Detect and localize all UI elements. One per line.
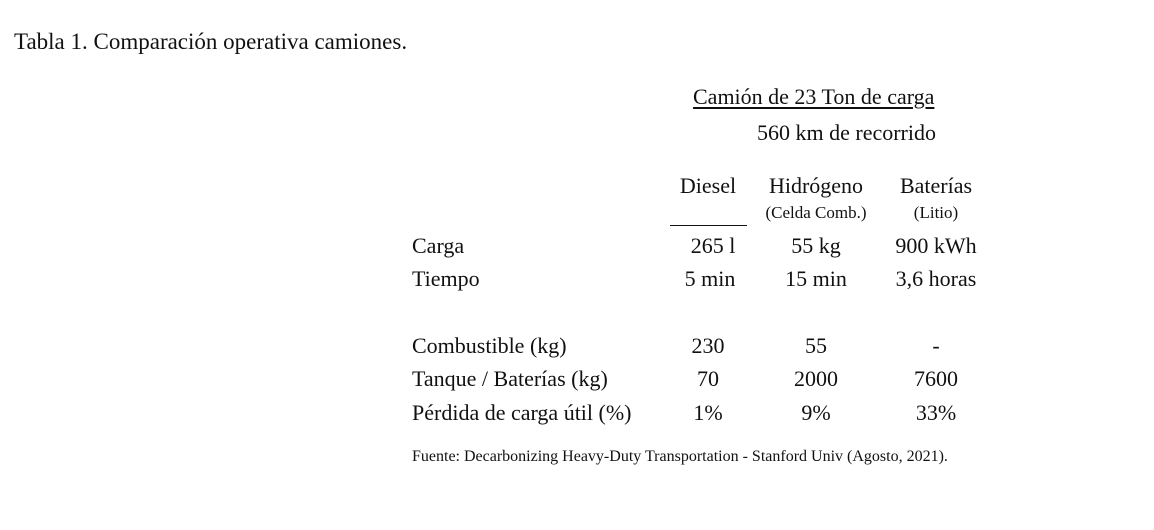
cell-carga-baterias: 900 kWh (895, 233, 977, 258)
cell-perdida-baterias: 33% (915, 400, 957, 425)
cell-tiempo-hidrogeno: 15 min (785, 266, 847, 291)
column-header-diesel: Diesel (679, 173, 737, 198)
cell-tanque-diesel: 70 (697, 366, 719, 391)
table-caption: Tabla 1. Comparación operativa camiones. (14, 29, 408, 54)
cell-perdida-hidrogeno: 9% (801, 400, 831, 425)
table-header-title: Camión de 23 Ton de carga (693, 84, 935, 109)
row-label-combustible: Combustible (kg) (412, 333, 567, 358)
cell-combustible-diesel: 230 (691, 333, 725, 358)
table-header-subtitle: 560 km de recorrido (757, 120, 936, 145)
cell-tiempo-diesel: 5 min (684, 266, 736, 291)
cell-carga-diesel: 265 l (690, 233, 736, 258)
row-label-tanque: Tanque / Baterías (kg) (412, 366, 608, 391)
row-label-carga: Carga (412, 233, 465, 258)
cell-perdida-diesel: 1% (693, 400, 723, 425)
cell-tiempo-baterias: 3,6 horas (895, 266, 977, 291)
cell-carga-hidrogeno: 55 kg (791, 233, 841, 258)
column-header-baterias: Baterías (899, 173, 973, 198)
column-header-hidrogeno: Hidrógeno (768, 173, 864, 198)
column-note-hidrogeno: (Celda Comb.) (765, 203, 867, 222)
header-divider (670, 225, 747, 226)
table-source-note: Fuente: Decarbonizing Heavy-Duty Transportation - Stanford Univ (Agosto, 2021). (412, 448, 948, 465)
row-label-perdida: Pérdida de carga útil (%) (412, 400, 632, 425)
column-note-baterias: (Litio) (913, 203, 959, 222)
cell-combustible-hidrogeno: 55 (805, 333, 827, 358)
cell-tanque-baterias: 7600 (914, 366, 958, 391)
row-label-tiempo: Tiempo (412, 266, 480, 291)
cell-tanque-hidrogeno: 2000 (794, 366, 838, 391)
cell-combustible-baterias: - (932, 333, 940, 358)
